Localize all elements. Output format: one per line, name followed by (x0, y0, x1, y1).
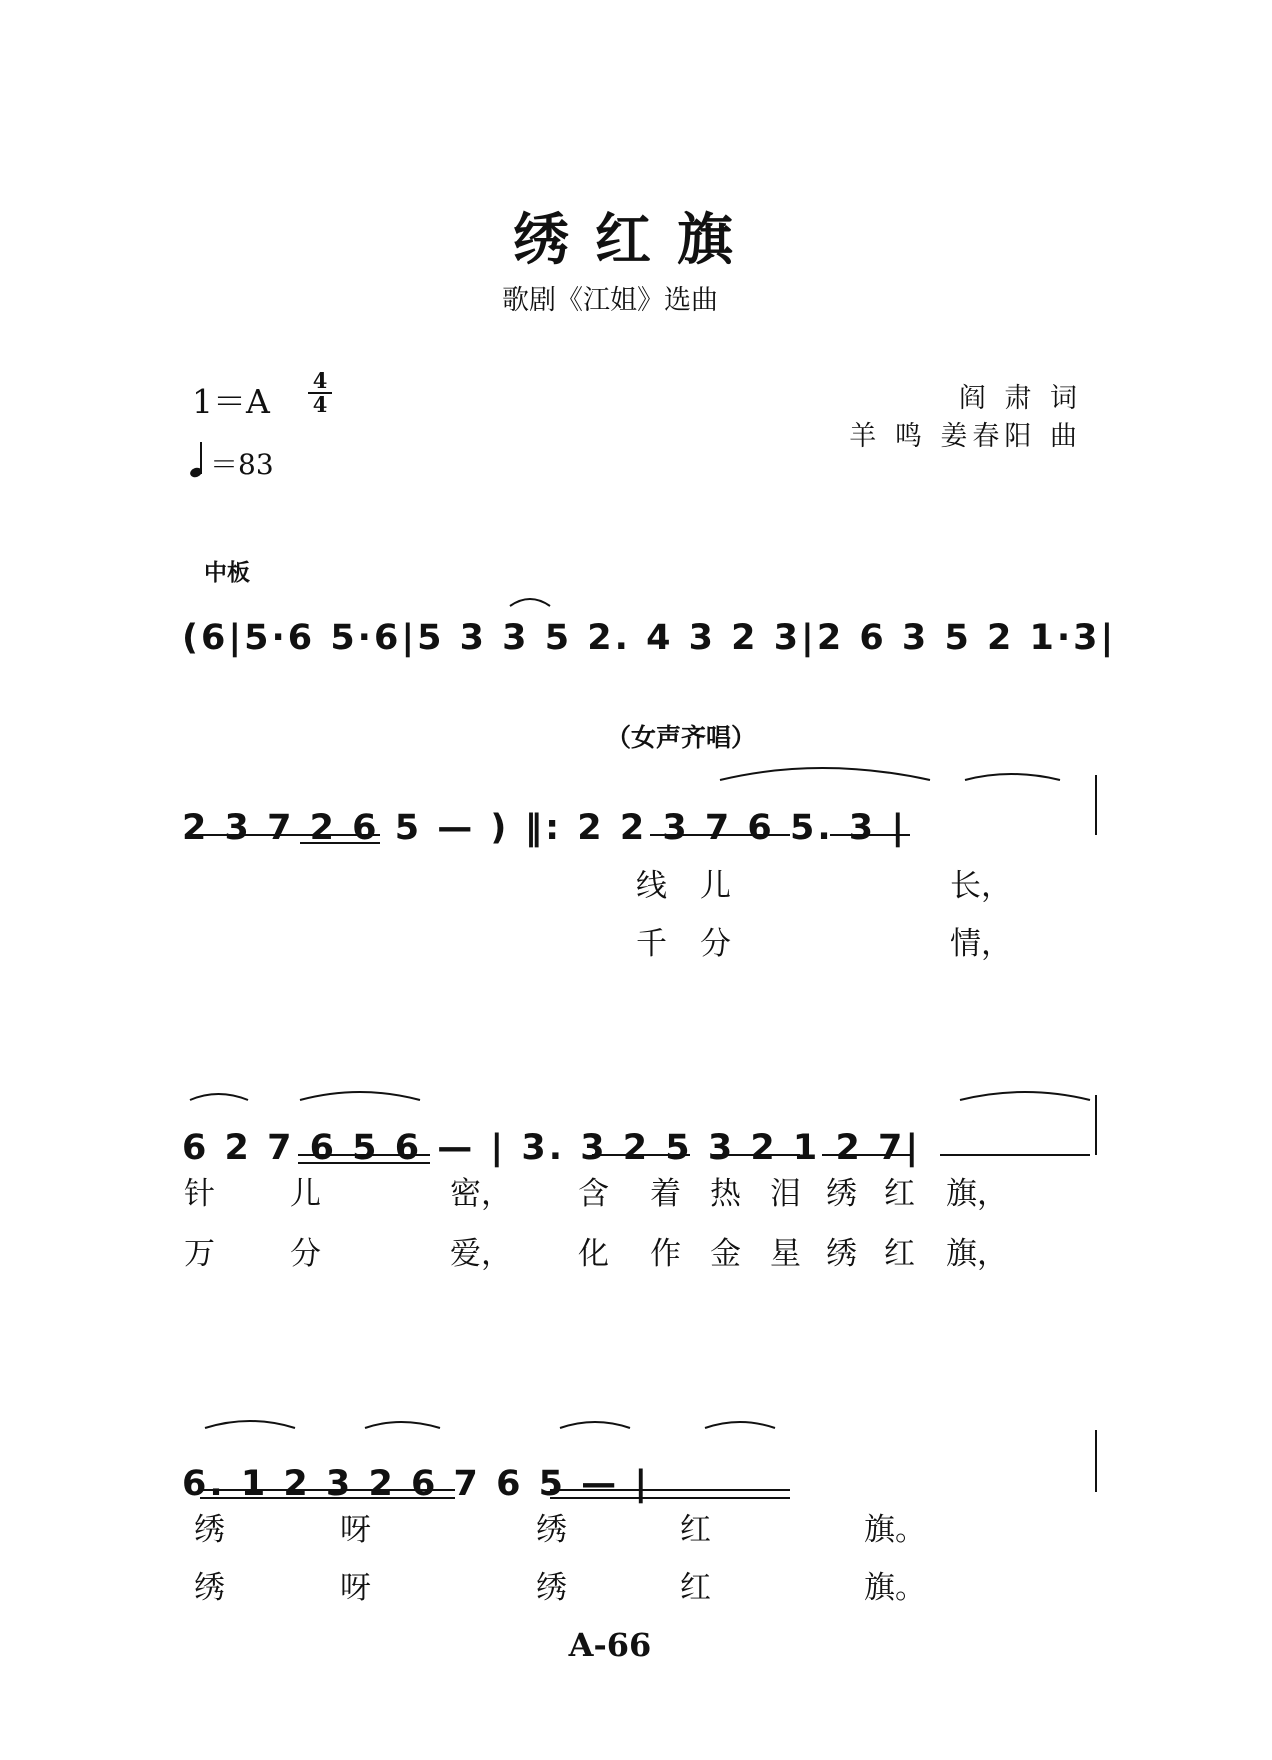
song-title: 绣红旗 (513, 208, 759, 273)
lyric-v2-char: 绣 (536, 1570, 567, 1606)
lyric-v1-char: 旗， (946, 1176, 1008, 1212)
lyric-v1-char: 红 (680, 1512, 711, 1548)
tempo-value: ＝83 (210, 448, 274, 481)
slur-mark (965, 774, 1060, 780)
slur-mark (190, 1094, 248, 1100)
lyric-v1-char: 儿 (700, 868, 731, 904)
lyric-v2-char: 红 (884, 1236, 915, 1272)
song-subtitle: 歌剧《江姐》选曲 (502, 285, 718, 316)
lyric-v1-char: 针 (184, 1176, 215, 1212)
notation-row-1: (6|5·6 5·6|5 3 3 5 2. 4 3 2 3|2 6 3 5 2 1·3| (182, 618, 1117, 658)
lyric-v1-char: 旗。 (864, 1512, 926, 1548)
slur-mark (560, 1422, 630, 1428)
lyric-v1-char: 绣 (826, 1176, 857, 1212)
lyric-v2-char: 绣 (826, 1236, 857, 1272)
lyric-v2-char: 呀 (340, 1570, 371, 1606)
key-signature: 1＝A (192, 382, 270, 421)
notation-row-4: 6. 1 2 3 2 6 7 6 5 — | (182, 1464, 651, 1504)
lyric-v1-char: 绣 (194, 1512, 225, 1548)
lyric-v2-char: 情， (950, 926, 1012, 962)
time-signature-top: 4 (312, 368, 328, 393)
slur-mark (300, 1092, 420, 1100)
lyric-v1-char: 线 (636, 868, 667, 904)
lyric-v2-char: 分 (700, 926, 731, 962)
voice-marking: （女声齐唱） (606, 723, 757, 752)
lyric-v2-char: 作 (650, 1236, 681, 1272)
lyric-v2-char: 红 (680, 1570, 711, 1606)
lyricist-credit: 阎 肃 词 (958, 383, 1082, 414)
composer-credit: 羊 鸣 姜春阳 曲 (849, 421, 1082, 452)
notation-row-3: 6 2 7 6 5 6 — | 3. 3 2 5 3 2 1 2 7| (182, 1128, 922, 1168)
lyric-v2-char: 化 (578, 1236, 609, 1272)
lyric-v2-char: 绣 (194, 1570, 225, 1606)
lyric-v1-char: 红 (884, 1176, 915, 1212)
lyric-v1-char: 密， (450, 1176, 512, 1212)
lyric-v2-char: 分 (290, 1236, 321, 1272)
lyric-v1-char: 着 (650, 1176, 681, 1212)
speed-marking: 中板 (204, 560, 250, 586)
lyric-v1-char: 绣 (536, 1512, 567, 1548)
lyric-v1-char: 儿 (290, 1176, 321, 1212)
lyric-v1-char: 含 (578, 1176, 609, 1212)
slur-mark (365, 1422, 440, 1428)
lyric-v1-char: 呀 (340, 1512, 371, 1548)
notation-row-2: 2 3 7 2 6 5 — ) ‖: 2 2 3 7 6 5. 3 | (182, 808, 908, 848)
slur-mark (705, 1422, 775, 1428)
lyric-v2-char: 千 (636, 926, 667, 962)
slur-mark (720, 768, 930, 780)
page-number: A-66 (568, 1626, 652, 1664)
lyric-v2-char: 金 (710, 1236, 741, 1272)
lyric-v2-char: 爱， (450, 1236, 512, 1272)
lyric-v2-char: 旗。 (864, 1570, 926, 1606)
lyric-v1-char: 热 (710, 1176, 741, 1212)
time-signature-bottom: 4 (312, 392, 328, 417)
lyric-v1-char: 长， (950, 868, 1012, 904)
slur-mark (960, 1092, 1090, 1100)
lyric-v1-char: 泪 (770, 1176, 801, 1212)
lyric-v2-char: 星 (770, 1236, 801, 1272)
slur-mark (510, 599, 550, 606)
lyric-v2-char: 万 (184, 1236, 215, 1272)
lyric-v2-char: 旗， (946, 1236, 1008, 1272)
slur-mark (205, 1421, 295, 1428)
